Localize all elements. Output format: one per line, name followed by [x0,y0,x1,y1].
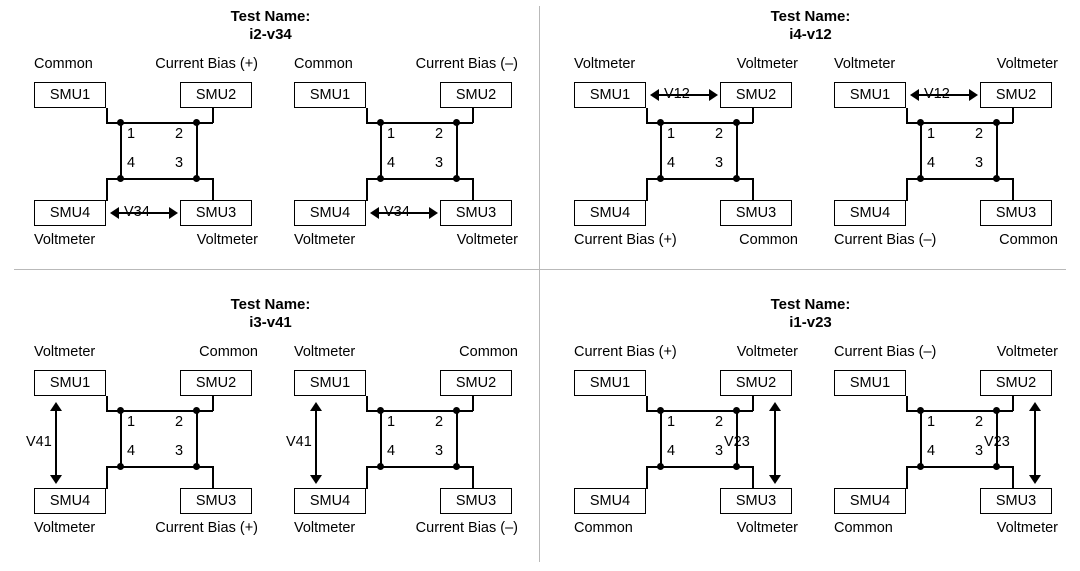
lead-wire-2-vertical [472,396,474,411]
contact-node-1 [377,407,384,414]
role-top-right: Common [199,344,258,360]
smu-box-4: SMU4 [34,488,106,514]
diagram-cell [560,48,808,248]
role-top-left: Current Bias (+) [574,344,677,360]
contact-number-4: 4 [127,155,136,171]
smu-box-1: SMU1 [294,82,366,108]
contact-node-2 [733,407,740,414]
contact-number-3: 3 [975,443,984,459]
sample-edge-left [380,410,382,467]
test-title [548,8,1073,44]
lead-wire-1-vertical [106,108,108,123]
role-bottom-right: Common [739,232,798,248]
role-bottom-left: Common [574,520,633,536]
diagram-cell [820,48,1068,248]
smu-box-2: SMU2 [980,82,1052,108]
contact-node-1 [657,407,664,414]
voltage-label: V12 [924,86,950,102]
contact-node-2 [453,407,460,414]
smu-box-3: SMU3 [440,488,512,514]
contact-node-4 [917,175,924,182]
role-top-left: Common [294,56,353,72]
contact-number-4: 4 [927,443,936,459]
contact-node-4 [377,463,384,470]
lead-wire-4-vertical [106,178,108,201]
contact-number-3: 3 [715,155,724,171]
quadrant-i2-v34 [8,4,533,269]
sample-edge-bottom [920,178,998,180]
lead-wire-3-vertical [472,466,474,489]
contact-number-2: 2 [975,414,984,430]
lead-wire-3-vertical [752,178,754,201]
role-top-right: Voltmeter [996,344,1058,360]
test-title-prefix: Test Name: [230,8,311,25]
test-title [8,8,533,44]
quadrant-i1-v23 [548,292,1073,557]
sample-edge-top [120,410,198,412]
arrow-head-down-icon [50,475,62,484]
sample-edge-left [920,122,922,179]
voltage-label: V12 [664,86,690,102]
contact-number-4: 4 [927,155,936,171]
sample-edge-top [920,122,998,124]
sample-edge-bottom [120,178,198,180]
lead-wire-1-vertical [366,108,368,123]
role-bottom-right: Common [999,232,1058,248]
voltage-label: V41 [286,434,312,450]
diagram-cell [560,336,808,536]
contact-number-1: 1 [127,126,136,142]
role-bottom-left: Voltmeter [34,232,96,248]
sample-edge-right [996,122,998,179]
sample-edge-left [120,122,122,179]
lead-wire-1-vertical [906,396,908,411]
contact-node-3 [993,463,1000,470]
contact-number-3: 3 [715,443,724,459]
contact-number-4: 4 [387,155,396,171]
diagram-cell [280,336,528,536]
role-bottom-left: Current Bias (+) [574,232,677,248]
test-name: i4-v12 [789,26,832,43]
smu-box-1: SMU1 [574,82,646,108]
arrow-head-right-icon [709,89,718,101]
diagram-cell [20,48,268,248]
test-name: i2-v34 [249,26,292,43]
voltage-arrow [1029,402,1041,484]
arrow-head-right-icon [969,89,978,101]
arrow-head-down-icon [310,475,322,484]
role-top-right: Voltmeter [736,344,798,360]
lead-wire-3-vertical [1012,178,1014,201]
role-top-right: Current Bias (+) [155,56,258,72]
role-top-left: Current Bias (–) [834,344,937,360]
contact-node-3 [453,463,460,470]
arrow-shaft [55,410,57,476]
lead-wire-2-vertical [1012,396,1014,411]
lead-wire-1-vertical [366,396,368,411]
contact-node-3 [193,463,200,470]
role-top-right: Common [459,344,518,360]
role-bottom-right: Voltmeter [196,232,258,248]
sample-edge-right [456,122,458,179]
sample-edge-bottom [380,178,458,180]
arrow-head-down-icon [769,475,781,484]
smu-box-3: SMU3 [720,200,792,226]
contact-number-4: 4 [127,443,136,459]
role-top-right: Voltmeter [736,56,798,72]
contact-number-2: 2 [435,414,444,430]
smu-box-4: SMU4 [574,200,646,226]
role-bottom-left: Voltmeter [294,232,356,248]
contact-number-2: 2 [715,414,724,430]
lead-wire-1-vertical [906,108,908,123]
arrow-head-right-icon [169,207,178,219]
lead-wire-2-vertical [752,108,754,123]
smu-box-1: SMU1 [834,370,906,396]
sample-edge-left [660,410,662,467]
contact-number-3: 3 [175,443,184,459]
test-name: i3-v41 [249,314,292,331]
horizontal-divider [14,269,1066,270]
lead-wire-2-vertical [212,108,214,123]
sample-edge-top [660,410,738,412]
lead-wire-1-vertical [646,108,648,123]
contact-node-3 [453,175,460,182]
contact-node-3 [193,175,200,182]
contact-number-1: 1 [667,414,676,430]
smu-box-3: SMU3 [180,488,252,514]
contact-number-3: 3 [435,443,444,459]
lead-wire-1-vertical [646,396,648,411]
contact-number-4: 4 [667,443,676,459]
contact-node-2 [993,119,1000,126]
test-name: i1-v23 [789,314,832,331]
contact-node-4 [117,463,124,470]
quadrant-i4-v12 [548,4,1073,269]
voltage-label: V23 [984,434,1010,450]
role-top-left: Voltmeter [294,344,356,360]
role-bottom-right: Current Bias (–) [415,520,518,536]
lead-wire-3-vertical [752,466,754,489]
test-title [8,296,533,332]
contact-node-3 [733,175,740,182]
smu-box-3: SMU3 [720,488,792,514]
test-title-prefix: Test Name: [230,296,311,313]
contact-node-2 [733,119,740,126]
smu-box-4: SMU4 [294,488,366,514]
lead-wire-4-vertical [646,466,648,489]
voltage-label: V41 [26,434,52,450]
smu-box-4: SMU4 [834,488,906,514]
smu-box-4: SMU4 [574,488,646,514]
contact-node-4 [657,463,664,470]
diagram-cell [820,336,1068,536]
smu-box-2: SMU2 [980,370,1052,396]
voltage-label: V23 [724,434,750,450]
lead-wire-1-vertical [106,396,108,411]
sample-edge-bottom [380,466,458,468]
role-bottom-right: Voltmeter [736,520,798,536]
arrow-head-right-icon [429,207,438,219]
contact-node-2 [993,407,1000,414]
contact-number-1: 1 [667,126,676,142]
lead-wire-3-vertical [472,178,474,201]
arrow-shaft [1034,410,1036,476]
sample-edge-top [380,122,458,124]
sample-edge-bottom [920,466,998,468]
contact-number-3: 3 [435,155,444,171]
lead-wire-3-vertical [1012,466,1014,489]
diagram-cell [20,336,268,536]
lead-wire-2-vertical [212,396,214,411]
test-title-prefix: Test Name: [770,8,851,25]
contact-number-2: 2 [715,126,724,142]
lead-wire-2-vertical [752,396,754,411]
smu-box-1: SMU1 [34,370,106,396]
contact-number-2: 2 [975,126,984,142]
contact-number-1: 1 [927,414,936,430]
role-bottom-left: Current Bias (–) [834,232,937,248]
contact-node-1 [657,119,664,126]
contact-number-1: 1 [387,414,396,430]
contact-number-3: 3 [975,155,984,171]
sample-edge-right [196,410,198,467]
lead-wire-4-vertical [906,178,908,201]
contact-number-1: 1 [387,126,396,142]
contact-number-2: 2 [435,126,444,142]
lead-wire-2-vertical [1012,108,1014,123]
arrow-shaft [774,410,776,476]
role-bottom-left: Voltmeter [294,520,356,536]
contact-node-1 [117,407,124,414]
test-title [548,296,1073,332]
sample-edge-bottom [660,178,738,180]
smu-box-2: SMU2 [180,370,252,396]
lead-wire-2-vertical [472,108,474,123]
sample-edge-bottom [120,466,198,468]
contact-node-4 [917,463,924,470]
contact-node-3 [733,463,740,470]
smu-box-4: SMU4 [834,200,906,226]
contact-node-4 [377,175,384,182]
sample-edge-top [120,122,198,124]
sample-edge-top [920,410,998,412]
contact-number-2: 2 [175,414,184,430]
sample-edge-left [660,122,662,179]
contact-node-4 [117,175,124,182]
voltage-arrow [769,402,781,484]
lead-wire-3-vertical [212,466,214,489]
contact-node-1 [117,119,124,126]
voltage-label: V34 [124,204,150,220]
lead-wire-4-vertical [366,466,368,489]
role-top-left: Voltmeter [34,344,96,360]
contact-number-1: 1 [927,126,936,142]
smu-box-2: SMU2 [720,370,792,396]
smu-box-2: SMU2 [720,82,792,108]
lead-wire-3-vertical [212,178,214,201]
voltage-label: V34 [384,204,410,220]
sample-edge-top [660,122,738,124]
role-bottom-right: Current Bias (+) [155,520,258,536]
sample-edge-bottom [660,466,738,468]
role-bottom-left: Voltmeter [34,520,96,536]
sample-edge-left [920,410,922,467]
lead-wire-4-vertical [906,466,908,489]
smu-box-3: SMU3 [440,200,512,226]
arrow-shaft [315,410,317,476]
contact-node-2 [193,119,200,126]
contact-number-2: 2 [175,126,184,142]
contact-node-4 [657,175,664,182]
arrow-head-down-icon [1029,475,1041,484]
role-top-right: Current Bias (–) [415,56,518,72]
contact-number-4: 4 [667,155,676,171]
contact-number-4: 4 [387,443,396,459]
smu-box-3: SMU3 [980,488,1052,514]
contact-number-1: 1 [127,414,136,430]
smu-box-2: SMU2 [440,82,512,108]
contact-node-1 [377,119,384,126]
sample-edge-top [380,410,458,412]
role-top-left: Voltmeter [574,56,636,72]
vertical-divider [539,6,540,562]
smu-box-1: SMU1 [574,370,646,396]
test-title-prefix: Test Name: [770,296,851,313]
smu-box-1: SMU1 [294,370,366,396]
smu-box-3: SMU3 [980,200,1052,226]
lead-wire-4-vertical [646,178,648,201]
lead-wire-4-vertical [106,466,108,489]
sample-edge-right [196,122,198,179]
sample-edge-right [736,122,738,179]
role-top-left: Voltmeter [834,56,896,72]
role-top-right: Voltmeter [996,56,1058,72]
contact-node-1 [917,119,924,126]
smu-box-2: SMU2 [180,82,252,108]
smu-box-4: SMU4 [294,200,366,226]
contact-node-2 [453,119,460,126]
quadrant-i3-v41 [8,292,533,557]
sample-edge-left [120,410,122,467]
contact-number-3: 3 [175,155,184,171]
role-bottom-left: Common [834,520,893,536]
role-bottom-right: Voltmeter [456,232,518,248]
role-top-left: Common [34,56,93,72]
lead-wire-4-vertical [366,178,368,201]
diagram-cell [280,48,528,248]
role-bottom-right: Voltmeter [996,520,1058,536]
contact-node-3 [993,175,1000,182]
smu-box-2: SMU2 [440,370,512,396]
sample-edge-right [456,410,458,467]
contact-node-2 [193,407,200,414]
contact-node-1 [917,407,924,414]
smu-box-3: SMU3 [180,200,252,226]
smu-box-1: SMU1 [834,82,906,108]
smu-box-4: SMU4 [34,200,106,226]
sample-edge-left [380,122,382,179]
smu-box-1: SMU1 [34,82,106,108]
